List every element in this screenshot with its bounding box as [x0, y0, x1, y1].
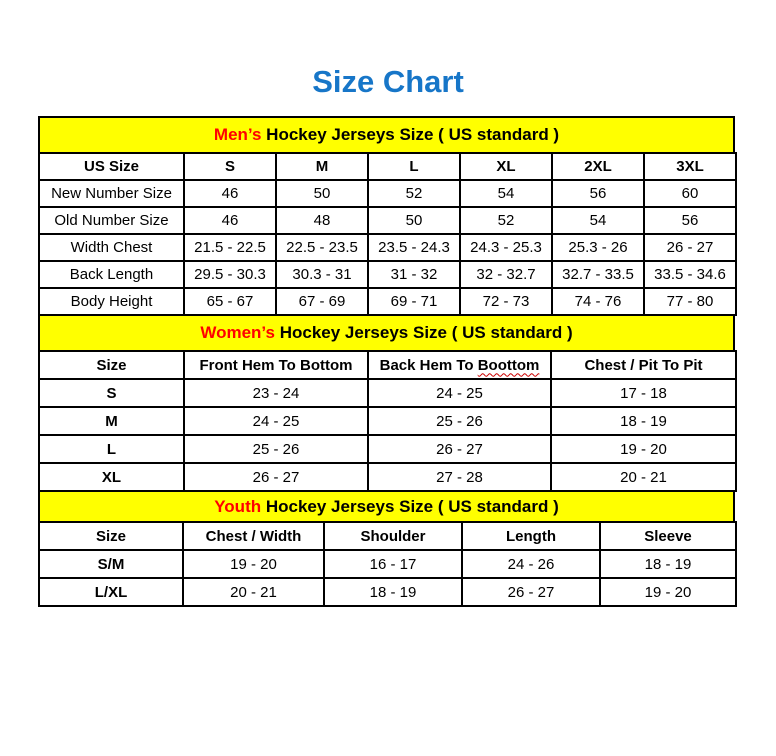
- table-cell: 48: [276, 207, 368, 234]
- column-header: L: [368, 153, 460, 180]
- column-header: Sleeve: [600, 522, 736, 550]
- column-header: Front Hem To Bottom: [184, 351, 368, 379]
- table-cell: 60: [644, 180, 736, 207]
- column-header-text: Back Hem To: [379, 356, 478, 374]
- table-cell: 56: [552, 180, 644, 207]
- table-cell: 21.5 - 22.5: [184, 234, 276, 261]
- column-header: Size: [39, 522, 183, 550]
- table-cell: 19 - 20: [551, 435, 736, 463]
- table-cell: 52: [460, 207, 552, 234]
- table-cell: 19 - 20: [183, 550, 324, 578]
- column-header: M: [276, 153, 368, 180]
- table-cell: 18 - 19: [600, 550, 736, 578]
- table-cell: 24 - 25: [368, 379, 551, 407]
- youth-section-title-rest: Hockey Jerseys Size ( US standard ): [261, 496, 559, 516]
- row-label: L: [39, 435, 184, 463]
- table-cell: 23 - 24: [184, 379, 368, 407]
- row-label: XL: [39, 463, 184, 491]
- row-label: S/M: [39, 550, 183, 578]
- table-cell: 31 - 32: [368, 261, 460, 288]
- table-cell: 69 - 71: [368, 288, 460, 315]
- table-row: [39, 578, 736, 606]
- table-cell: 20 - 21: [183, 578, 324, 606]
- column-header: [368, 351, 551, 379]
- table-cell: 72 - 73: [460, 288, 552, 315]
- row-label: M: [39, 407, 184, 435]
- size-chart-page: [0, 64, 776, 756]
- table-cell: 46: [184, 207, 276, 234]
- row-label: Body Height: [39, 288, 184, 315]
- table-cell: 19 - 20: [600, 578, 736, 606]
- table-cell: 46: [184, 180, 276, 207]
- mens-section-header: [38, 116, 735, 154]
- table-cell: 23.5 - 24.3: [368, 234, 460, 261]
- table-cell: 77 - 80: [644, 288, 736, 315]
- table-cell: 67 - 69: [276, 288, 368, 315]
- column-header: US Size: [39, 153, 184, 180]
- table-cell: 18 - 19: [324, 578, 462, 606]
- table-cell: 26 - 27: [462, 578, 600, 606]
- womens-section-title-rest: Hockey Jerseys Size ( US standard ): [274, 323, 573, 342]
- column-header: S: [184, 153, 276, 180]
- table-cell: 33.5 - 34.6: [644, 261, 736, 288]
- column-header: 2XL: [552, 153, 644, 180]
- table-row: [39, 550, 736, 578]
- womens-section-keyword: Women’s: [200, 323, 275, 342]
- table-cell: 24 - 25: [184, 407, 368, 435]
- column-header: XL: [460, 153, 552, 180]
- table-cell: 25 - 26: [368, 407, 551, 435]
- row-label: Old Number Size: [39, 207, 184, 234]
- row-label: Width Chest: [39, 234, 184, 261]
- table-cell: 56: [644, 207, 736, 234]
- table-cell: 16 - 17: [324, 550, 462, 578]
- table-cell: 54: [460, 180, 552, 207]
- table-row: [39, 379, 736, 407]
- table-cell: 24.3 - 25.3: [460, 234, 552, 261]
- table-cell: 26 - 27: [644, 234, 736, 261]
- table-cell: 54: [552, 207, 644, 234]
- table-cell: 22.5 - 23.5: [276, 234, 368, 261]
- column-header: Chest / Pit To Pit: [551, 351, 736, 379]
- row-label: S: [39, 379, 184, 407]
- table-row: [39, 463, 736, 491]
- table-cell: 27 - 28: [368, 463, 551, 491]
- table-cell: 29.5 - 30.3: [184, 261, 276, 288]
- table-row: [39, 435, 736, 463]
- column-header: Length: [462, 522, 600, 550]
- youth-section-header: [38, 490, 735, 523]
- row-label: New Number Size: [39, 180, 184, 207]
- womens-size-table: [38, 350, 737, 492]
- youth-header-row: [39, 522, 736, 550]
- size-chart-content: [38, 116, 735, 607]
- mens-header-row: [39, 153, 736, 180]
- table-cell: 24 - 26: [462, 550, 600, 578]
- column-header: 3XL: [644, 153, 736, 180]
- table-row: [39, 207, 736, 234]
- table-cell: 26 - 27: [184, 463, 368, 491]
- column-header: Shoulder: [324, 522, 462, 550]
- row-label: Back Length: [39, 261, 184, 288]
- table-cell: 26 - 27: [368, 435, 551, 463]
- table-row: [39, 288, 736, 315]
- youth-size-table: [38, 521, 737, 607]
- column-header: Chest / Width: [183, 522, 324, 550]
- page-title: Size Chart: [312, 64, 464, 99]
- table-cell: 20 - 21: [551, 463, 736, 491]
- table-cell: 50: [276, 180, 368, 207]
- table-cell: 32 - 32.7: [460, 261, 552, 288]
- youth-section-keyword: Youth: [214, 496, 262, 516]
- misspelled-word: Boottom: [477, 356, 540, 374]
- table-cell: 74 - 76: [552, 288, 644, 315]
- mens-size-table: [38, 152, 737, 316]
- row-label: L/XL: [39, 578, 183, 606]
- womens-header-row: [39, 351, 736, 379]
- table-row: [39, 261, 736, 288]
- mens-section-title-rest: Hockey Jerseys Size ( US standard ): [261, 125, 560, 144]
- table-cell: 17 - 18: [551, 379, 736, 407]
- table-row: [39, 234, 736, 261]
- table-cell: 32.7 - 33.5: [552, 261, 644, 288]
- table-cell: 25 - 26: [184, 435, 368, 463]
- table-cell: 30.3 - 31: [276, 261, 368, 288]
- womens-section-header: [38, 314, 735, 352]
- column-header: Size: [39, 351, 184, 379]
- table-cell: 50: [368, 207, 460, 234]
- table-cell: 52: [368, 180, 460, 207]
- table-cell: 18 - 19: [551, 407, 736, 435]
- table-row: [39, 407, 736, 435]
- table-row: [39, 180, 736, 207]
- mens-section-keyword: Men’s: [213, 125, 262, 144]
- table-cell: 65 - 67: [184, 288, 276, 315]
- table-cell: 25.3 - 26: [552, 234, 644, 261]
